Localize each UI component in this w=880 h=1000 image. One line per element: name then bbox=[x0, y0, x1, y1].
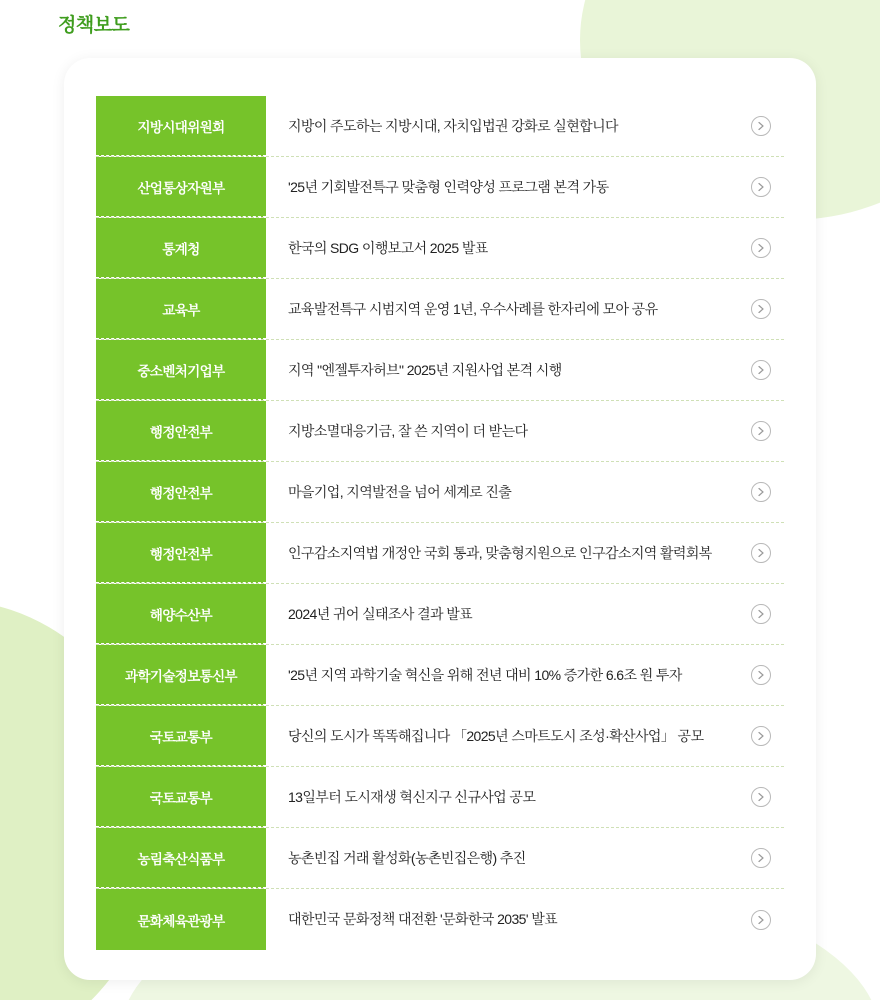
list-item[interactable] bbox=[96, 96, 784, 157]
open-detail-button[interactable] bbox=[738, 401, 784, 461]
chevron-right-icon bbox=[751, 910, 771, 930]
open-detail-button[interactable] bbox=[738, 279, 784, 339]
chevron-right-icon bbox=[751, 360, 771, 380]
news-title[interactable]: 인구감소지역법 개정안 국회 통과, 맞춤형지원으로 인구감소지역 활력회복 bbox=[288, 544, 712, 561]
department-label: 농림축산식품부 bbox=[96, 828, 266, 888]
page-title: 정책보도 bbox=[58, 15, 130, 36]
open-detail-button[interactable] bbox=[738, 767, 784, 827]
list-item[interactable] bbox=[96, 767, 784, 828]
news-title[interactable]: 교육발전특구 시범지역 운영 1년, 우수사례를 한자리에 모아 공유 bbox=[288, 300, 658, 317]
open-detail-button[interactable] bbox=[738, 157, 784, 217]
department-label: 행정안전부 bbox=[96, 523, 266, 583]
list-item[interactable] bbox=[96, 462, 784, 523]
open-detail-button[interactable] bbox=[738, 889, 784, 950]
open-detail-button[interactable] bbox=[738, 584, 784, 644]
department-label: 문화체육관광부 bbox=[96, 889, 266, 950]
chevron-right-icon bbox=[751, 848, 771, 868]
department-label: 행정안전부 bbox=[96, 401, 266, 461]
department-label: 국토교통부 bbox=[96, 706, 266, 766]
list-item[interactable] bbox=[96, 157, 784, 218]
news-title[interactable]: 2024년 귀어 실태조사 결과 발표 bbox=[288, 605, 473, 622]
news-title[interactable]: 13일부터 도시재생 혁신지구 신규사업 공모 bbox=[288, 788, 536, 805]
department-label: 산업통상자원부 bbox=[96, 157, 266, 217]
chevron-right-icon bbox=[751, 604, 771, 624]
list-item[interactable] bbox=[96, 523, 784, 584]
list-item[interactable] bbox=[96, 828, 784, 889]
list-item[interactable] bbox=[96, 401, 784, 462]
news-title[interactable]: 대한민국 문화정책 대전환 '문화한국 2035' 발표 bbox=[288, 911, 558, 928]
chevron-right-icon bbox=[751, 116, 771, 136]
open-detail-button[interactable] bbox=[738, 645, 784, 705]
chevron-right-icon bbox=[751, 299, 771, 319]
chevron-right-icon bbox=[751, 421, 771, 441]
news-title[interactable]: '25년 지역 과학기술 혁신을 위해 전년 대비 10% 증가한 6.6조 원 투자 bbox=[288, 666, 682, 683]
news-title[interactable]: 당신의 도시가 똑똑해집니다 「2025년 스마트도시 조성·확산사업」 공모 bbox=[288, 727, 704, 744]
list-item[interactable] bbox=[96, 218, 784, 279]
open-detail-button[interactable] bbox=[738, 340, 784, 400]
policy-news-list bbox=[96, 96, 784, 950]
list-item[interactable] bbox=[96, 584, 784, 645]
chevron-right-icon bbox=[751, 177, 771, 197]
news-title[interactable]: 농촌빈집 거래 활성화(농촌빈집은행) 추진 bbox=[288, 849, 526, 866]
chevron-right-icon bbox=[751, 665, 771, 685]
news-title[interactable]: 지방이 주도하는 지방시대, 자치입법권 강화로 실현합니다 bbox=[288, 117, 618, 134]
list-item[interactable] bbox=[96, 340, 784, 401]
department-label: 해양수산부 bbox=[96, 584, 266, 644]
chevron-right-icon bbox=[751, 726, 771, 746]
chevron-right-icon bbox=[751, 543, 771, 563]
department-label: 국토교통부 bbox=[96, 767, 266, 827]
list-item[interactable] bbox=[96, 889, 784, 950]
department-label: 중소벤처기업부 bbox=[96, 340, 266, 400]
open-detail-button[interactable] bbox=[738, 523, 784, 583]
chevron-right-icon bbox=[751, 238, 771, 258]
list-item[interactable] bbox=[96, 279, 784, 340]
chevron-right-icon bbox=[751, 787, 771, 807]
chevron-right-icon bbox=[751, 482, 771, 502]
open-detail-button[interactable] bbox=[738, 706, 784, 766]
department-label: 과학기술정보통신부 bbox=[96, 645, 266, 705]
news-title[interactable]: 지역 "엔젤투자허브" 2025년 지원사업 본격 시행 bbox=[288, 361, 562, 378]
open-detail-button[interactable] bbox=[738, 828, 784, 888]
department-label: 지방시대위원회 bbox=[96, 96, 266, 156]
department-label: 통계청 bbox=[96, 218, 266, 278]
news-title[interactable]: 지방소멸대응기금, 잘 쓴 지역이 더 받는다 bbox=[288, 422, 528, 439]
open-detail-button[interactable] bbox=[738, 96, 784, 156]
open-detail-button[interactable] bbox=[738, 218, 784, 278]
department-label: 교육부 bbox=[96, 279, 266, 339]
news-title[interactable]: '25년 기회발전특구 맞춤형 인력양성 프로그램 본격 가동 bbox=[288, 178, 609, 195]
policy-news-card bbox=[64, 58, 816, 980]
news-title[interactable]: 한국의 SDG 이행보고서 2025 발표 bbox=[288, 239, 488, 256]
open-detail-button[interactable] bbox=[738, 462, 784, 522]
list-item[interactable] bbox=[96, 645, 784, 706]
department-label: 행정안전부 bbox=[96, 462, 266, 522]
news-title[interactable]: 마을기업, 지역발전을 넘어 세계로 진출 bbox=[288, 483, 512, 500]
list-item[interactable] bbox=[96, 706, 784, 767]
